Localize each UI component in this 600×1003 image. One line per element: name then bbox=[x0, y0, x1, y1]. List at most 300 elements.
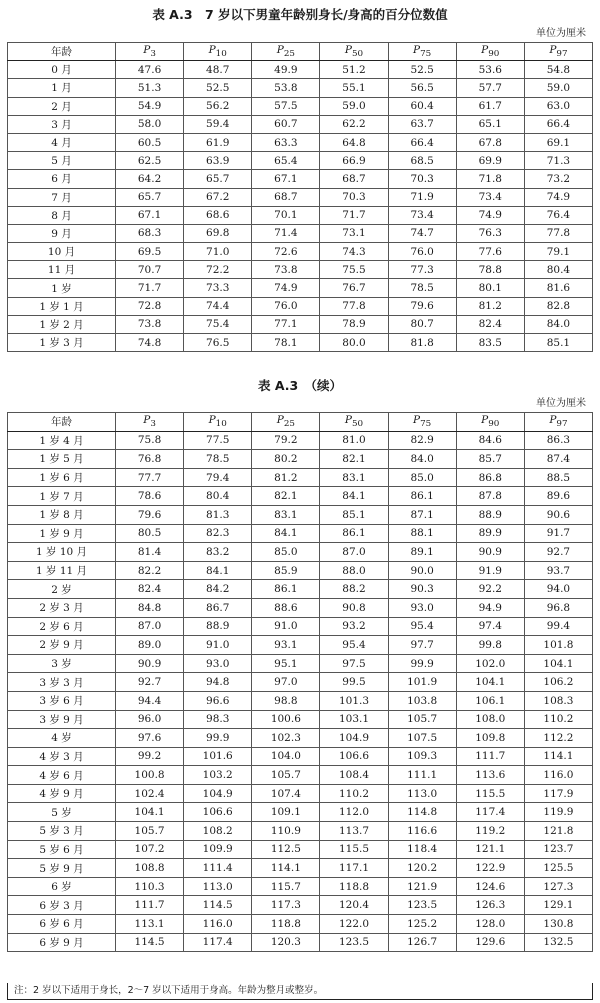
value-cell: 58.0 bbox=[116, 115, 184, 133]
value-cell: 109.9 bbox=[184, 840, 252, 859]
value-cell: 113.6 bbox=[456, 766, 524, 785]
value-cell: 107.5 bbox=[388, 729, 456, 748]
value-cell: 71.3 bbox=[524, 152, 592, 170]
age-cell: 10 月 bbox=[8, 243, 116, 261]
value-cell: 91.9 bbox=[456, 561, 524, 580]
value-cell: 106.6 bbox=[320, 747, 388, 766]
value-cell: 79.2 bbox=[252, 431, 320, 450]
value-cell: 99.4 bbox=[524, 617, 592, 636]
value-cell: 96.8 bbox=[524, 598, 592, 617]
value-cell: 94.8 bbox=[184, 673, 252, 692]
value-cell: 98.3 bbox=[184, 710, 252, 729]
age-cell: 8 月 bbox=[8, 206, 116, 224]
table-row bbox=[8, 206, 593, 224]
value-cell: 62.5 bbox=[116, 152, 184, 170]
value-cell: 117.4 bbox=[184, 933, 252, 952]
table-row bbox=[8, 877, 593, 896]
value-cell: 59.0 bbox=[320, 97, 388, 115]
value-cell: 123.5 bbox=[320, 933, 388, 952]
value-cell: 63.9 bbox=[184, 152, 252, 170]
value-cell: 132.5 bbox=[524, 933, 592, 952]
value-cell: 74.9 bbox=[456, 206, 524, 224]
percentile-symbol: P bbox=[344, 414, 352, 427]
age-cell: 4 月 bbox=[8, 133, 116, 151]
percentile-subscript: 97 bbox=[556, 49, 568, 60]
value-cell: 57.5 bbox=[252, 97, 320, 115]
value-cell: 116.6 bbox=[388, 822, 456, 841]
value-cell: 86.3 bbox=[524, 431, 592, 450]
value-cell: 112.0 bbox=[320, 803, 388, 822]
value-cell: 117.1 bbox=[320, 859, 388, 878]
value-cell: 129.6 bbox=[456, 933, 524, 952]
value-cell: 124.6 bbox=[456, 877, 524, 896]
value-cell: 71.7 bbox=[320, 206, 388, 224]
percentile-column-header bbox=[252, 413, 320, 432]
age-cell: 2 月 bbox=[8, 97, 116, 115]
value-cell: 117.3 bbox=[252, 896, 320, 915]
value-cell: 81.2 bbox=[456, 297, 524, 315]
value-cell: 82.3 bbox=[184, 524, 252, 543]
percentile-column-header bbox=[524, 43, 592, 61]
age-cell: 5 岁 bbox=[8, 803, 116, 822]
value-cell: 82.1 bbox=[320, 450, 388, 469]
value-cell: 120.4 bbox=[320, 896, 388, 915]
value-cell: 86.1 bbox=[320, 524, 388, 543]
value-cell: 56.5 bbox=[388, 79, 456, 97]
age-cell: 1 岁 10 月 bbox=[8, 543, 116, 562]
value-cell: 54.8 bbox=[524, 61, 592, 79]
value-cell: 64.8 bbox=[320, 133, 388, 151]
percentile-symbol: P bbox=[143, 44, 151, 57]
value-cell: 80.4 bbox=[524, 261, 592, 279]
table-row bbox=[8, 915, 593, 934]
value-cell: 105.7 bbox=[388, 710, 456, 729]
value-cell: 103.8 bbox=[388, 691, 456, 710]
age-cell: 1 岁 7 月 bbox=[8, 487, 116, 506]
value-cell: 52.5 bbox=[388, 61, 456, 79]
percentile-subscript: 90 bbox=[488, 49, 500, 60]
value-cell: 108.2 bbox=[184, 822, 252, 841]
value-cell: 99.9 bbox=[388, 654, 456, 673]
value-cell: 81.0 bbox=[320, 431, 388, 450]
percentile-subscript: 90 bbox=[488, 419, 500, 430]
age-cell: 3 岁 9 月 bbox=[8, 710, 116, 729]
value-cell: 62.2 bbox=[320, 115, 388, 133]
table-row bbox=[8, 636, 593, 655]
value-cell: 66.4 bbox=[524, 115, 592, 133]
value-cell: 77.3 bbox=[388, 261, 456, 279]
value-cell: 84.8 bbox=[116, 598, 184, 617]
value-cell: 97.6 bbox=[116, 729, 184, 748]
table-row bbox=[8, 170, 593, 188]
value-cell: 99.5 bbox=[320, 673, 388, 692]
table-row bbox=[8, 152, 593, 170]
percentile-column-header bbox=[388, 413, 456, 432]
value-cell: 110.9 bbox=[252, 822, 320, 841]
value-cell: 71.7 bbox=[116, 279, 184, 297]
value-cell: 104.1 bbox=[116, 803, 184, 822]
table-row bbox=[8, 61, 593, 79]
table-row bbox=[8, 188, 593, 206]
value-cell: 80.1 bbox=[456, 279, 524, 297]
table-row bbox=[8, 97, 593, 115]
value-cell: 100.8 bbox=[116, 766, 184, 785]
value-cell: 106.2 bbox=[524, 673, 592, 692]
age-cell: 1 岁 3 月 bbox=[8, 334, 116, 352]
value-cell: 79.4 bbox=[184, 468, 252, 487]
value-cell: 76.3 bbox=[456, 224, 524, 242]
value-cell: 101.8 bbox=[524, 636, 592, 655]
value-cell: 92.2 bbox=[456, 580, 524, 599]
value-cell: 86.8 bbox=[456, 468, 524, 487]
table-row bbox=[8, 279, 593, 297]
value-cell: 65.7 bbox=[116, 188, 184, 206]
value-cell: 88.9 bbox=[184, 617, 252, 636]
table-row bbox=[8, 261, 593, 279]
age-cell: 1 岁 5 月 bbox=[8, 450, 116, 469]
age-cell: 1 岁 bbox=[8, 279, 116, 297]
percentile-subscript: 3 bbox=[150, 49, 156, 60]
value-cell: 87.8 bbox=[456, 487, 524, 506]
value-cell: 122.0 bbox=[320, 915, 388, 934]
value-cell: 97.7 bbox=[388, 636, 456, 655]
value-cell: 86.1 bbox=[388, 487, 456, 506]
percentile-symbol: P bbox=[208, 44, 216, 57]
age-cell: 4 岁 9 月 bbox=[8, 784, 116, 803]
value-cell: 114.1 bbox=[252, 859, 320, 878]
value-cell: 107.2 bbox=[116, 840, 184, 859]
value-cell: 77.8 bbox=[320, 297, 388, 315]
value-cell: 90.3 bbox=[388, 580, 456, 599]
value-cell: 104.1 bbox=[456, 673, 524, 692]
value-cell: 84.1 bbox=[184, 561, 252, 580]
value-cell: 80.7 bbox=[388, 315, 456, 333]
value-cell: 113.7 bbox=[320, 822, 388, 841]
value-cell: 126.3 bbox=[456, 896, 524, 915]
value-cell: 102.3 bbox=[252, 729, 320, 748]
value-cell: 74.4 bbox=[184, 297, 252, 315]
percentile-column-header bbox=[116, 413, 184, 432]
value-cell: 70.7 bbox=[116, 261, 184, 279]
value-cell: 88.1 bbox=[388, 524, 456, 543]
table-row bbox=[8, 803, 593, 822]
table-row bbox=[8, 859, 593, 878]
percentile-symbol: P bbox=[549, 414, 557, 427]
percentile-subscript: 75 bbox=[420, 49, 432, 60]
table-row bbox=[8, 933, 593, 952]
value-cell: 61.9 bbox=[184, 133, 252, 151]
table-row bbox=[8, 747, 593, 766]
percentile-symbol: P bbox=[208, 414, 216, 427]
value-cell: 98.8 bbox=[252, 691, 320, 710]
value-cell: 104.1 bbox=[524, 654, 592, 673]
percentile-subscript: 75 bbox=[420, 419, 432, 430]
percentile-subscript: 25 bbox=[283, 419, 295, 430]
age-cell: 5 月 bbox=[8, 152, 116, 170]
value-cell: 88.5 bbox=[524, 468, 592, 487]
value-cell: 82.8 bbox=[524, 297, 592, 315]
value-cell: 99.9 bbox=[184, 729, 252, 748]
value-cell: 87.4 bbox=[524, 450, 592, 469]
value-cell: 125.2 bbox=[388, 915, 456, 934]
value-cell: 118.4 bbox=[388, 840, 456, 859]
percentile-subscript: 3 bbox=[150, 419, 156, 430]
value-cell: 66.9 bbox=[320, 152, 388, 170]
percentile-column-header bbox=[388, 43, 456, 61]
value-cell: 82.2 bbox=[116, 561, 184, 580]
table-row bbox=[8, 133, 593, 151]
value-cell: 77.7 bbox=[116, 468, 184, 487]
value-cell: 71.9 bbox=[388, 188, 456, 206]
percentile-column-header bbox=[184, 413, 252, 432]
table-row bbox=[8, 784, 593, 803]
header-row bbox=[8, 43, 593, 61]
value-cell: 104.9 bbox=[184, 784, 252, 803]
value-cell: 56.2 bbox=[184, 97, 252, 115]
value-cell: 102.0 bbox=[456, 654, 524, 673]
value-cell: 111.7 bbox=[456, 747, 524, 766]
value-cell: 83.5 bbox=[456, 334, 524, 352]
table-row bbox=[8, 673, 593, 692]
value-cell: 74.9 bbox=[252, 279, 320, 297]
value-cell: 112.5 bbox=[252, 840, 320, 859]
percentile-table bbox=[7, 42, 593, 352]
age-cell: 1 月 bbox=[8, 79, 116, 97]
value-cell: 83.2 bbox=[184, 543, 252, 562]
value-cell: 55.1 bbox=[320, 79, 388, 97]
value-cell: 114.8 bbox=[388, 803, 456, 822]
value-cell: 71.0 bbox=[184, 243, 252, 261]
value-cell: 101.3 bbox=[320, 691, 388, 710]
value-cell: 113.1 bbox=[116, 915, 184, 934]
value-cell: 105.7 bbox=[116, 822, 184, 841]
value-cell: 75.8 bbox=[116, 431, 184, 450]
value-cell: 80.0 bbox=[320, 334, 388, 352]
value-cell: 91.7 bbox=[524, 524, 592, 543]
value-cell: 118.8 bbox=[320, 877, 388, 896]
value-cell: 81.4 bbox=[116, 543, 184, 562]
value-cell: 108.4 bbox=[320, 766, 388, 785]
value-cell: 79.6 bbox=[388, 297, 456, 315]
age-cell: 3 岁 bbox=[8, 654, 116, 673]
value-cell: 81.8 bbox=[388, 334, 456, 352]
value-cell: 123.7 bbox=[524, 840, 592, 859]
table-continued-title: 表 A.3 （续） bbox=[258, 378, 342, 393]
value-cell: 67.2 bbox=[184, 188, 252, 206]
value-cell: 64.2 bbox=[116, 170, 184, 188]
percentile-column-header bbox=[456, 43, 524, 61]
value-cell: 77.6 bbox=[456, 243, 524, 261]
value-cell: 101.9 bbox=[388, 673, 456, 692]
value-cell: 80.2 bbox=[252, 450, 320, 469]
value-cell: 84.0 bbox=[388, 450, 456, 469]
value-cell: 88.6 bbox=[252, 598, 320, 617]
value-cell: 76.7 bbox=[320, 279, 388, 297]
value-cell: 63.0 bbox=[524, 97, 592, 115]
value-cell: 68.7 bbox=[252, 188, 320, 206]
value-cell: 77.8 bbox=[524, 224, 592, 242]
age-cell: 5 岁 9 月 bbox=[8, 859, 116, 878]
value-cell: 126.7 bbox=[388, 933, 456, 952]
value-cell: 93.1 bbox=[252, 636, 320, 655]
table-row bbox=[8, 297, 593, 315]
value-cell: 129.1 bbox=[524, 896, 592, 915]
value-cell: 85.1 bbox=[524, 334, 592, 352]
value-cell: 118.8 bbox=[252, 915, 320, 934]
value-cell: 99.2 bbox=[116, 747, 184, 766]
value-cell: 117.4 bbox=[456, 803, 524, 822]
value-cell: 110.2 bbox=[320, 784, 388, 803]
value-cell: 68.6 bbox=[184, 206, 252, 224]
value-cell: 119.9 bbox=[524, 803, 592, 822]
percentile-symbol: P bbox=[481, 44, 489, 57]
value-cell: 47.6 bbox=[116, 61, 184, 79]
value-cell: 69.1 bbox=[524, 133, 592, 151]
value-cell: 71.8 bbox=[456, 170, 524, 188]
value-cell: 86.1 bbox=[252, 580, 320, 599]
value-cell: 60.5 bbox=[116, 133, 184, 151]
value-cell: 88.9 bbox=[456, 505, 524, 524]
value-cell: 81.6 bbox=[524, 279, 592, 297]
value-cell: 73.4 bbox=[456, 188, 524, 206]
value-cell: 88.2 bbox=[320, 580, 388, 599]
value-cell: 73.1 bbox=[320, 224, 388, 242]
value-cell: 121.9 bbox=[388, 877, 456, 896]
value-cell: 113.0 bbox=[184, 877, 252, 896]
value-cell: 60.4 bbox=[388, 97, 456, 115]
value-cell: 83.1 bbox=[320, 468, 388, 487]
value-cell: 106.6 bbox=[184, 803, 252, 822]
table-row bbox=[8, 450, 593, 469]
value-cell: 87.0 bbox=[116, 617, 184, 636]
age-cell: 5 岁 3 月 bbox=[8, 822, 116, 841]
percentile-subscript: 10 bbox=[215, 49, 227, 60]
value-cell: 113.0 bbox=[388, 784, 456, 803]
age-column-header: 年龄 bbox=[8, 43, 116, 61]
value-cell: 87.1 bbox=[388, 505, 456, 524]
table-row bbox=[8, 468, 593, 487]
value-cell: 84.1 bbox=[320, 487, 388, 506]
value-cell: 96.6 bbox=[184, 691, 252, 710]
value-cell: 70.3 bbox=[388, 170, 456, 188]
value-cell: 95.4 bbox=[320, 636, 388, 655]
value-cell: 84.2 bbox=[184, 580, 252, 599]
percentile-symbol: P bbox=[143, 414, 151, 427]
table-row bbox=[8, 896, 593, 915]
value-cell: 109.3 bbox=[388, 747, 456, 766]
age-cell: 11 月 bbox=[8, 261, 116, 279]
age-cell: 7 月 bbox=[8, 188, 116, 206]
value-cell: 74.3 bbox=[320, 243, 388, 261]
value-cell: 78.9 bbox=[320, 315, 388, 333]
value-cell: 73.4 bbox=[388, 206, 456, 224]
value-cell: 93.7 bbox=[524, 561, 592, 580]
percentile-symbol: P bbox=[413, 44, 421, 57]
value-cell: 89.9 bbox=[456, 524, 524, 543]
age-cell: 5 岁 6 月 bbox=[8, 840, 116, 859]
value-cell: 116.0 bbox=[184, 915, 252, 934]
value-cell: 123.5 bbox=[388, 896, 456, 915]
value-cell: 71.4 bbox=[252, 224, 320, 242]
value-cell: 67.1 bbox=[252, 170, 320, 188]
value-cell: 84.1 bbox=[252, 524, 320, 543]
table-row bbox=[8, 431, 593, 450]
value-cell: 125.5 bbox=[524, 859, 592, 878]
value-cell: 65.1 bbox=[456, 115, 524, 133]
value-cell: 60.7 bbox=[252, 115, 320, 133]
value-cell: 85.9 bbox=[252, 561, 320, 580]
percentile-subscript: 50 bbox=[351, 49, 364, 60]
age-cell: 1 岁 11 月 bbox=[8, 561, 116, 580]
percentile-symbol: P bbox=[344, 44, 352, 57]
value-cell: 111.7 bbox=[116, 896, 184, 915]
percentile-table-continued bbox=[7, 412, 593, 952]
value-cell: 96.0 bbox=[116, 710, 184, 729]
value-cell: 79.6 bbox=[116, 505, 184, 524]
value-cell: 80.5 bbox=[116, 524, 184, 543]
value-cell: 93.0 bbox=[184, 654, 252, 673]
value-cell: 101.6 bbox=[184, 747, 252, 766]
value-cell: 80.4 bbox=[184, 487, 252, 506]
value-cell: 49.9 bbox=[252, 61, 320, 79]
value-cell: 82.4 bbox=[116, 580, 184, 599]
value-cell: 89.0 bbox=[116, 636, 184, 655]
percentile-column-header bbox=[116, 43, 184, 61]
age-cell: 6 岁 6 月 bbox=[8, 915, 116, 934]
table-row bbox=[8, 115, 593, 133]
value-cell: 90.9 bbox=[456, 543, 524, 562]
value-cell: 120.2 bbox=[388, 859, 456, 878]
table-row bbox=[8, 822, 593, 841]
age-cell: 6 岁 9 月 bbox=[8, 933, 116, 952]
percentile-column-header bbox=[456, 413, 524, 432]
value-cell: 68.5 bbox=[388, 152, 456, 170]
value-cell: 72.2 bbox=[184, 261, 252, 279]
table-row bbox=[8, 524, 593, 543]
percentile-subscript: 10 bbox=[215, 419, 227, 430]
value-cell: 115.7 bbox=[252, 877, 320, 896]
value-cell: 76.4 bbox=[524, 206, 592, 224]
value-cell: 128.0 bbox=[456, 915, 524, 934]
value-cell: 79.1 bbox=[524, 243, 592, 261]
value-cell: 70.1 bbox=[252, 206, 320, 224]
value-cell: 78.6 bbox=[116, 487, 184, 506]
table-row bbox=[8, 224, 593, 242]
value-cell: 69.5 bbox=[116, 243, 184, 261]
age-column-header: 年龄 bbox=[8, 413, 116, 432]
value-cell: 81.2 bbox=[252, 468, 320, 487]
age-cell: 6 月 bbox=[8, 170, 116, 188]
value-cell: 76.0 bbox=[252, 297, 320, 315]
value-cell: 109.1 bbox=[252, 803, 320, 822]
table-row bbox=[8, 598, 593, 617]
value-cell: 117.9 bbox=[524, 784, 592, 803]
value-cell: 78.5 bbox=[184, 450, 252, 469]
table-row bbox=[8, 617, 593, 636]
percentile-symbol: P bbox=[413, 414, 421, 427]
age-cell: 1 岁 8 月 bbox=[8, 505, 116, 524]
value-cell: 90.8 bbox=[320, 598, 388, 617]
value-cell: 100.6 bbox=[252, 710, 320, 729]
value-cell: 83.1 bbox=[252, 505, 320, 524]
value-cell: 97.5 bbox=[320, 654, 388, 673]
value-cell: 112.2 bbox=[524, 729, 592, 748]
table-note: 注：2 岁以下适用于身长，2～7 岁以下适用于身高。年龄为整月或整岁。 bbox=[7, 983, 593, 1000]
value-cell: 63.3 bbox=[252, 133, 320, 151]
value-cell: 107.4 bbox=[252, 784, 320, 803]
value-cell: 69.8 bbox=[184, 224, 252, 242]
value-cell: 84.6 bbox=[456, 431, 524, 450]
